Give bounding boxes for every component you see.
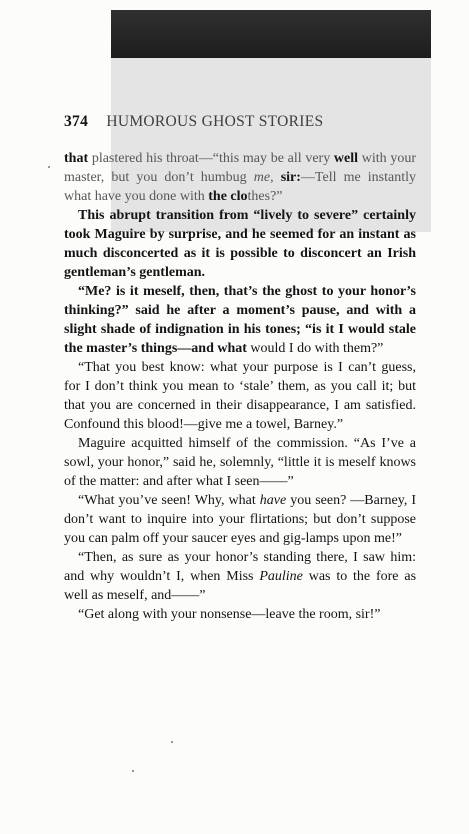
- paragraph: [64, 149, 416, 206]
- text-run: This abrupt transition from “lively to severe” certainly took Maguire by surprise, and he seemed for an instant as much disconcerted as it is possible to disconcert an Irish gentleman’s gentleman.: [64, 208, 416, 280]
- text-run: me: [253, 170, 271, 185]
- text-run: would I do with them?”: [250, 341, 384, 356]
- scanner-dark-strip: [111, 10, 431, 58]
- text-run: was to the fore as well as meself, and——”: [64, 569, 417, 603]
- text-run: the clo: [208, 189, 248, 204]
- text-run: ,: [270, 170, 281, 185]
- text-run: —Tell me instantly what have you done with: [64, 170, 416, 204]
- text-run: “Me? is it meself, then, that’s the ghost to your honor’s thinking?” said he after a moment’s pause, and with a slight shade of indignation in his tones; “is it I would stale the master’s things—and what: [64, 284, 416, 356]
- text-run: “Get along with your nonsense—leave the room, sir!”: [78, 607, 381, 622]
- text-run: “Then, as sure as your honor’s standing there, I saw him: and why wouldn’t I, when Miss: [64, 550, 416, 584]
- paragraph: [64, 282, 416, 358]
- text-run: “That you best know: what your purpose is I can’t guess, for I don’t think you mean to ‘stale’ them, as you call it; but that you are concerned in their disappearance, I am satisfied. Confound this blood!—give me a towel, Barney.”: [64, 360, 416, 432]
- text-run: “What you’ve seen! Why, what: [78, 493, 260, 508]
- text-run: you seen? —Barney, I don’t want to inquire into your flirtations; but don’t suppose you can palm off your saucer eyes and gig-lamps upon me!”: [64, 493, 416, 546]
- paragraph: [64, 206, 416, 282]
- text-run: thes?”: [247, 189, 283, 204]
- paragraph: [64, 491, 416, 548]
- page-number: 374: [64, 113, 89, 130]
- text-run: Maguire acquitted himself of the commission. “As I’ve a sowl, your honor,” said he, solemnly, “little it is meself knows of the matter: and after what I seen——”: [64, 436, 416, 489]
- book-page: [64, 113, 416, 624]
- text-run: well: [333, 151, 362, 166]
- running-title: HUMOROUS GHOST STORIES: [106, 113, 324, 130]
- paragraph: [64, 605, 416, 624]
- text-run: have: [259, 493, 287, 508]
- paragraph: [64, 434, 416, 491]
- paragraph: [64, 358, 416, 434]
- text-run: Pauline: [259, 569, 303, 584]
- text-run: plastered his throat—“this may be all very: [91, 151, 334, 166]
- page-header: [64, 113, 416, 131]
- text-run: that: [64, 151, 92, 166]
- paragraph: [64, 548, 416, 605]
- text-run: with your master, but you don’t humbug: [64, 151, 416, 185]
- text-run: sir:: [280, 170, 301, 185]
- body-text: [64, 149, 416, 624]
